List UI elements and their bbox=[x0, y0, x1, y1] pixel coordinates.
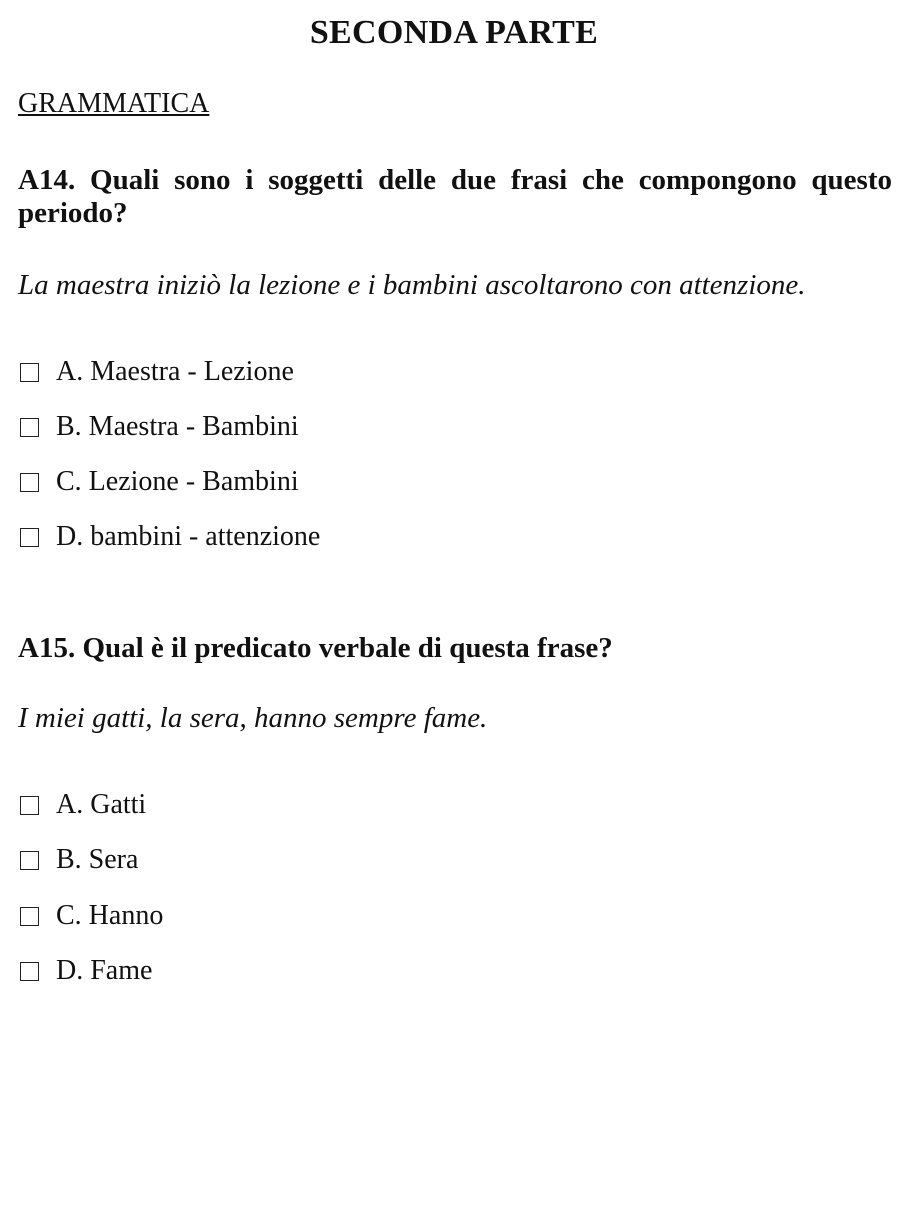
option-label: B. Sera bbox=[56, 844, 139, 875]
question-a14-option-c[interactable] bbox=[20, 465, 299, 499]
section-heading: GRAMMATICA bbox=[18, 88, 210, 119]
question-a15-sentence: I miei gatti, la sera, hanno sempre fame. bbox=[18, 702, 488, 734]
question-a15-option-c[interactable] bbox=[20, 899, 163, 933]
question-a14-sentence: La maestra iniziò la lezione e i bambini ascoltarono con attenzione. bbox=[18, 269, 806, 301]
checkbox-icon[interactable] bbox=[20, 851, 39, 870]
option-label: A. Maestra - Lezione bbox=[56, 356, 294, 387]
option-label: D. Fame bbox=[56, 955, 153, 986]
option-label: C. Lezione - Bambini bbox=[56, 466, 299, 497]
question-a15-text: A15. Qual è il predicato verbale di questa frase? bbox=[18, 632, 613, 664]
option-label: A. Gatti bbox=[56, 789, 147, 820]
checkbox-icon[interactable] bbox=[20, 418, 39, 437]
option-label: D. bambini - attenzione bbox=[56, 521, 321, 552]
checkbox-icon[interactable] bbox=[20, 796, 39, 815]
question-a14-option-a[interactable] bbox=[20, 355, 294, 389]
question-a15-option-d[interactable] bbox=[20, 954, 152, 988]
checkbox-icon[interactable] bbox=[20, 528, 39, 547]
question-a14-option-d[interactable] bbox=[20, 520, 320, 554]
question-a15-option-b[interactable] bbox=[20, 843, 138, 877]
checkbox-icon[interactable] bbox=[20, 962, 39, 981]
question-a15-option-a[interactable] bbox=[20, 788, 146, 822]
checkbox-icon[interactable] bbox=[20, 363, 39, 382]
option-label: B. Maestra - Bambini bbox=[56, 411, 299, 442]
question-a14-text: A14. Quali sono i soggetti delle due frasi che compongono questo periodo? bbox=[18, 164, 892, 229]
checkbox-icon[interactable] bbox=[20, 473, 39, 492]
option-label: C. Hanno bbox=[56, 900, 164, 931]
checkbox-icon[interactable] bbox=[20, 907, 39, 926]
page-title: SECONDA PARTE bbox=[309, 14, 599, 51]
question-a14-option-b[interactable] bbox=[20, 410, 299, 444]
